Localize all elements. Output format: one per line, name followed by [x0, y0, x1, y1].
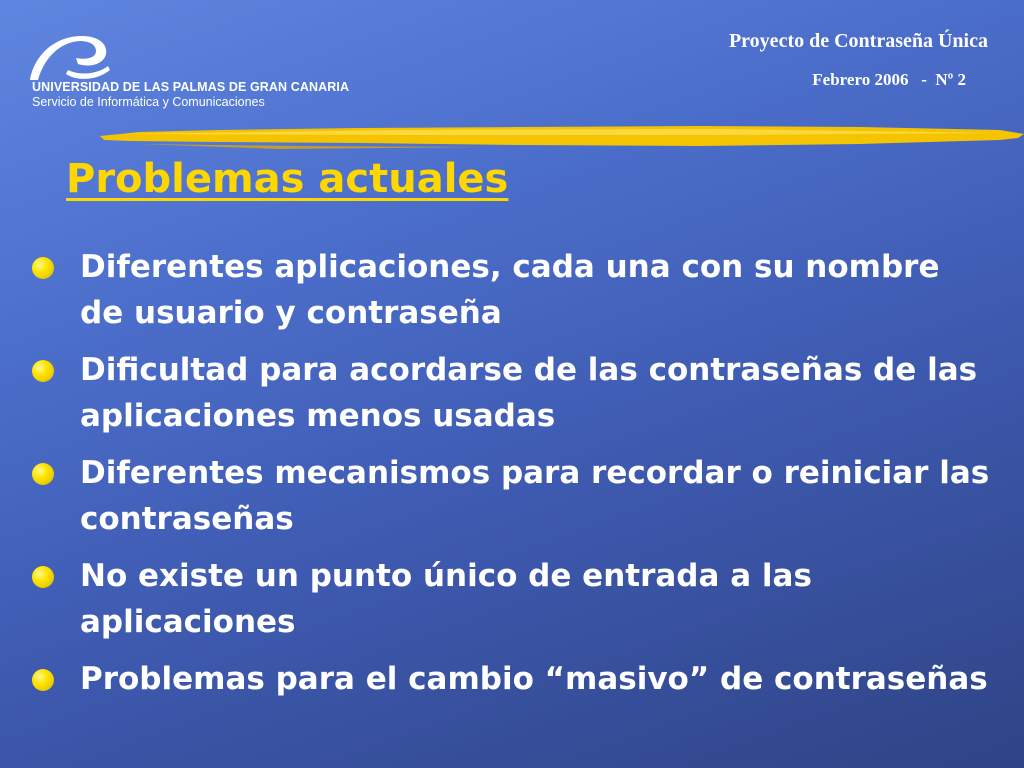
project-title: Proyecto de Contraseña Única	[728, 30, 988, 52]
bullet-dot-icon	[32, 566, 54, 588]
bullet-dot-icon	[32, 360, 54, 382]
bullet-text: Dificultad para acordarse de las contraseñas de las aplicaciones menos usadas	[80, 352, 978, 434]
bullet-dot-icon	[32, 257, 54, 279]
bullet-text: Diferentes mecanismos para recordar o reiniciar las contraseñas	[80, 455, 990, 537]
bullet-item	[30, 347, 990, 439]
bullet-item	[30, 553, 990, 645]
date-and-number: Febrero 2006 - Nº 2	[812, 70, 966, 89]
bullet-dot-icon	[32, 669, 54, 691]
bullet-item	[30, 656, 990, 702]
slide-title: Problemas actuales	[66, 156, 509, 202]
bullet-item	[30, 244, 990, 336]
bullet-text: No existe un punto único de entrada a las aplicaciones	[80, 558, 812, 640]
bullet-text: Problemas para el cambio “masivo” de contraseñas	[80, 661, 988, 697]
bullet-text: Diferentes aplicaciones, cada una con su nombre de usuario y contraseña	[80, 249, 940, 331]
bullet-list	[30, 244, 990, 713]
bullet-dot-icon	[32, 463, 54, 485]
bullet-item	[30, 450, 990, 542]
university-name: UNIVERSIDAD DE LAS PALMAS DE GRAN CANARIA	[32, 80, 350, 94]
service-name: Servicio de Informática y Comunicaciones	[32, 95, 265, 109]
university-logo	[24, 28, 350, 112]
ulpgc-emblem-icon	[24, 28, 114, 84]
yellow-brush-stroke	[100, 118, 1024, 158]
